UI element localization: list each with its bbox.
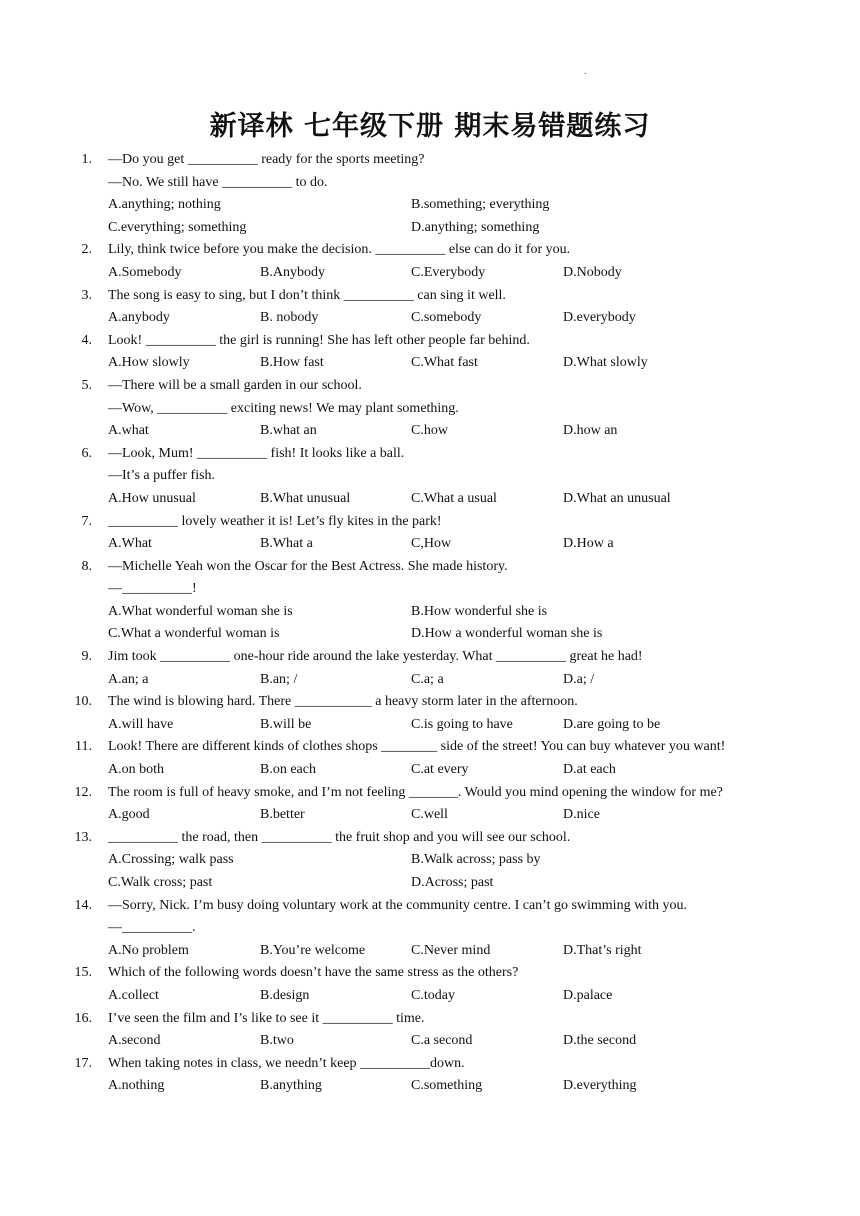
question-line — [0, 578, 860, 601]
answer-option: B.two — [260, 1033, 294, 1049]
question-line — [0, 149, 860, 172]
question-number: 15. — [74, 965, 92, 981]
answer-option: D.the second — [563, 1033, 637, 1049]
question-item — [0, 375, 860, 443]
question-item — [0, 782, 860, 827]
answer-option: C,How — [411, 536, 452, 552]
options-row — [0, 352, 860, 375]
question-item — [0, 1053, 860, 1098]
answer-option: B.something; everything — [411, 197, 550, 213]
question-item — [0, 556, 860, 646]
question-line — [0, 443, 860, 466]
question-line — [0, 895, 860, 918]
answer-option: B.better — [260, 807, 305, 823]
question-number: 16. — [74, 1010, 92, 1026]
answer-option: C.well — [411, 807, 448, 823]
answer-option: C.What fast — [411, 355, 478, 371]
question-number: 9. — [81, 649, 92, 665]
question-item — [0, 511, 860, 556]
answer-option: B.Walk across; pass by — [411, 852, 541, 868]
question-item — [0, 962, 860, 1007]
question-line — [0, 375, 860, 398]
options-row — [0, 307, 860, 330]
options-row — [0, 601, 860, 624]
answer-option: C.What a wonderful woman is — [108, 626, 280, 642]
question-line — [0, 556, 860, 579]
options-row — [0, 872, 860, 895]
question-list — [0, 149, 860, 1098]
question-text: Lily, think twice before you make the decision. __________ else can do it for you. — [108, 242, 571, 258]
answer-option: B. nobody — [260, 310, 319, 326]
question-text: —Look, Mum! __________ fish! It looks like a ball. — [108, 445, 405, 461]
question-number: 10. — [74, 694, 92, 710]
question-text: —It’s a puffer fish. — [108, 468, 216, 484]
answer-option: A.anybody — [108, 310, 170, 326]
answer-option: C.is going to have — [411, 716, 513, 732]
answer-option: A.anything; nothing — [108, 197, 221, 213]
answer-option: C.a second — [411, 1033, 473, 1049]
question-text: Jim took __________ one-hour ride around the lake yesterday. What __________ great he had! — [108, 649, 643, 665]
answer-option: D.everybody — [563, 310, 636, 326]
answer-option: B.what an — [260, 423, 317, 439]
question-text: —No. We still have __________ to do. — [108, 174, 328, 190]
question-number: 12. — [74, 784, 92, 800]
question-item — [0, 736, 860, 781]
options-row — [0, 533, 860, 556]
answer-option: C.Never mind — [411, 942, 491, 958]
question-line — [0, 1053, 860, 1076]
question-text: —Wow, __________ exciting news! We may plant something. — [108, 400, 459, 416]
answer-option: C.today — [411, 987, 455, 1003]
answer-option: A.What — [108, 536, 152, 552]
options-row — [0, 804, 860, 827]
question-item — [0, 646, 860, 691]
options-row — [0, 623, 860, 646]
answer-option: D.That’s right — [563, 942, 642, 958]
question-item — [0, 1008, 860, 1053]
answer-option: B.How fast — [260, 355, 324, 371]
options-row — [0, 940, 860, 963]
question-text: —__________. — [108, 920, 196, 936]
question-line — [0, 917, 860, 940]
question-text: —There will be a small garden in our school. — [108, 377, 362, 393]
question-line — [0, 172, 860, 195]
answer-option: D.are going to be — [563, 716, 661, 732]
question-line — [0, 646, 860, 669]
options-row — [0, 1075, 860, 1098]
answer-option: A.nothing — [108, 1078, 165, 1094]
question-line — [0, 827, 860, 850]
answer-option: B.design — [260, 987, 310, 1003]
question-number: 14. — [74, 897, 92, 913]
question-number: 1. — [81, 152, 92, 167]
answer-option: B.You’re welcome — [260, 942, 366, 958]
answer-option: B.an; / — [260, 671, 298, 687]
answer-option: B.Anybody — [260, 264, 325, 280]
answer-option: B.How wonderful she is — [411, 603, 548, 619]
question-item — [0, 691, 860, 736]
question-item — [0, 149, 860, 239]
answer-option: D.Nobody — [563, 264, 622, 280]
question-text: __________ the road, then __________ the fruit shop and you will see our school. — [108, 829, 571, 845]
options-row — [0, 217, 860, 240]
question-text: Look! There are different kinds of clothes shops ________ side of the street! You can buy whatever you want! — [108, 739, 726, 755]
question-item — [0, 827, 860, 895]
question-number: 17. — [74, 1055, 92, 1071]
answer-option: D.how an — [563, 423, 618, 439]
options-row — [0, 262, 860, 285]
answer-option: A.Somebody — [108, 264, 182, 280]
question-item — [0, 330, 860, 375]
answer-option: C.a; a — [411, 671, 444, 687]
question-item — [0, 285, 860, 330]
question-text: —Sorry, Nick. I’m busy doing voluntary work at the community centre. I can’t go swimming with you. — [108, 897, 687, 913]
answer-option: B.What unusual — [260, 490, 351, 506]
answer-option: C.everything; something — [108, 219, 247, 235]
answer-option: D.everything — [563, 1078, 637, 1094]
question-line — [0, 962, 860, 985]
answer-option: B.What a — [260, 536, 313, 552]
answer-option: D.What an unusual — [563, 490, 671, 506]
answer-option: B.on each — [260, 762, 316, 778]
options-row — [0, 194, 860, 217]
answer-option: D.How a wonderful woman she is — [411, 626, 603, 642]
question-text: Look! __________ the girl is running! She has left other people far behind. — [108, 332, 530, 348]
question-item — [0, 239, 860, 284]
answer-option: C.something — [411, 1078, 483, 1094]
question-number: 4. — [81, 332, 92, 348]
answer-option: D.a; / — [563, 671, 595, 687]
answer-option: A.will have — [108, 716, 174, 732]
question-text: The room is full of heavy smoke, and I’m not feeling _______. Would you mind opening the window for me? — [108, 784, 723, 800]
question-item — [0, 895, 860, 963]
question-text: The song is easy to sing, but I don’t think __________ can sing it well. — [108, 287, 506, 303]
answer-option: A.an; a — [108, 671, 149, 687]
question-line — [0, 511, 860, 534]
question-number: 3. — [81, 287, 92, 303]
answer-option: D.at each — [563, 762, 616, 778]
answer-option: A.what — [108, 423, 149, 439]
question-number: 11. — [75, 739, 92, 755]
question-number: 8. — [81, 558, 92, 574]
question-line — [0, 1008, 860, 1031]
question-number: 6. — [81, 445, 92, 461]
question-item — [0, 443, 860, 511]
options-row — [0, 420, 860, 443]
question-number: 2. — [81, 242, 92, 258]
answer-option: A.How unusual — [108, 490, 196, 506]
options-row — [0, 1030, 860, 1053]
answer-option: A.on both — [108, 762, 164, 778]
answer-option: A.good — [108, 807, 150, 823]
options-row — [0, 669, 860, 692]
page-dot: . — [584, 66, 587, 77]
answer-option: C.Everybody — [411, 264, 486, 280]
answer-option: B.anything — [260, 1078, 322, 1094]
answer-option: D.Across; past — [411, 875, 494, 890]
question-text: When taking notes in class, we needn’t keep __________down. — [108, 1055, 465, 1071]
question-text: __________ lovely weather it is! Let’s fly kites in the park! — [108, 513, 442, 529]
question-number: 13. — [74, 829, 92, 845]
answer-option: A.Crossing; walk pass — [108, 852, 234, 868]
question-line — [0, 465, 860, 488]
answer-option: D.How a — [563, 536, 614, 552]
question-line — [0, 736, 860, 759]
question-line — [0, 691, 860, 714]
answer-option: D.anything; something — [411, 219, 540, 235]
question-text: —__________! — [108, 581, 197, 597]
answer-option: A.What wonderful woman she is — [108, 603, 293, 619]
options-row — [0, 985, 860, 1008]
answer-option: A.How slowly — [108, 355, 190, 371]
question-number: 7. — [81, 513, 92, 529]
question-text: The wind is blowing hard. There ___________ a heavy storm later in the afternoon. — [108, 694, 578, 710]
question-text: I’ve seen the film and I’s like to see it __________ time. — [108, 1010, 425, 1026]
answer-option: C.how — [411, 423, 448, 439]
question-line — [0, 782, 860, 805]
page-title: 新译林 七年级下册 期末易错题练习 — [209, 111, 651, 142]
question-text: —Michelle Yeah won the Oscar for the Best Actress. She made history. — [108, 558, 508, 574]
answer-option: C.Walk cross; past — [108, 875, 213, 890]
options-row — [0, 488, 860, 511]
answer-option: C.somebody — [411, 310, 482, 326]
options-row — [0, 714, 860, 737]
answer-option: D.What slowly — [563, 355, 648, 371]
answer-option: B.will be — [260, 716, 312, 732]
question-line — [0, 398, 860, 421]
question-text: Which of the following words doesn’t have the same stress as the others? — [108, 965, 519, 981]
answer-option: D.palace — [563, 987, 613, 1003]
answer-option: D.nice — [563, 807, 600, 823]
answer-option: C.at every — [411, 762, 469, 778]
question-line — [0, 239, 860, 262]
answer-option: C.What a usual — [411, 490, 497, 506]
question-line — [0, 285, 860, 308]
question-text: —Do you get __________ ready for the sports meeting? — [108, 152, 425, 167]
question-number: 5. — [81, 377, 92, 393]
question-line — [0, 330, 860, 353]
answer-option: A.No problem — [108, 942, 189, 958]
options-row — [0, 849, 860, 872]
answer-option: A.collect — [108, 987, 159, 1003]
options-row — [0, 759, 860, 782]
answer-option: A.second — [108, 1033, 161, 1049]
